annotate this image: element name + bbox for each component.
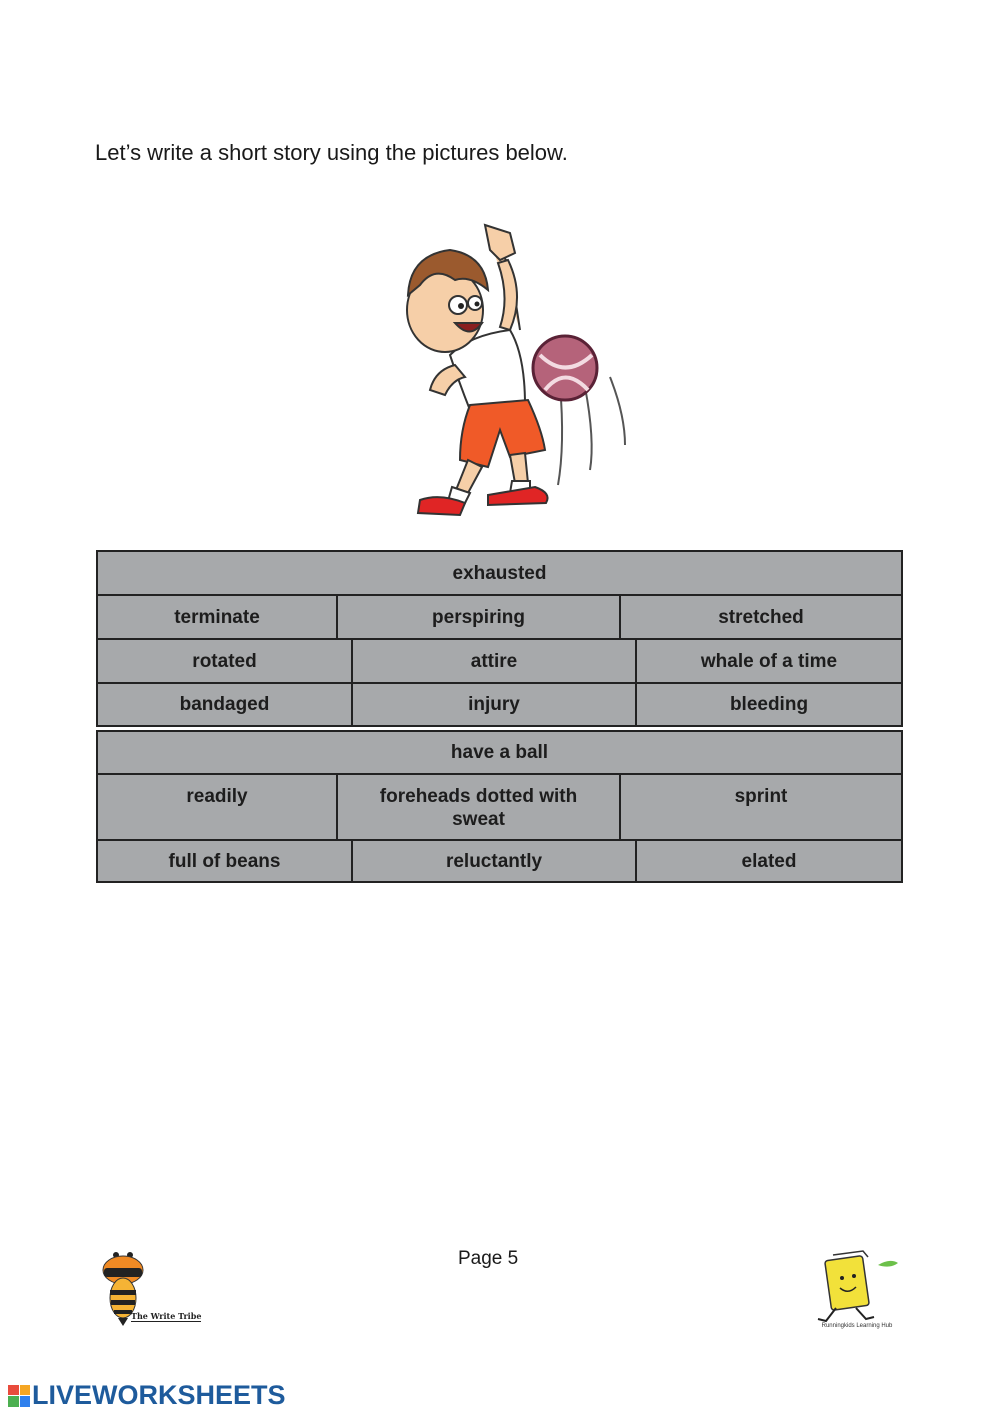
table2-cell: full of beans xyxy=(168,850,281,872)
left-logo-label: The Write Tribe xyxy=(131,1311,202,1321)
table1-cell: whale of a time xyxy=(635,640,901,682)
table1-cell: bandaged xyxy=(179,694,270,715)
liveworksheets-logo-icon xyxy=(8,1385,30,1407)
vocabulary-table-2 xyxy=(96,730,903,883)
table2-cell: elated xyxy=(635,841,901,881)
table1-cell: injury xyxy=(351,684,635,725)
table1-cell: rotated xyxy=(192,650,257,672)
instruction-text: Let’s write a short story using the pictures below. xyxy=(95,140,568,165)
liveworksheets-wordmark: LIVEWORKSHEETS xyxy=(32,1380,286,1410)
table2-header: have a ball xyxy=(450,742,549,763)
vocabulary-table-1 xyxy=(96,550,903,727)
table1-header: exhausted xyxy=(452,562,547,584)
table1-cell: attire xyxy=(351,640,635,682)
table1-cell: terminate xyxy=(174,606,260,628)
page-number: Page 5 xyxy=(458,1248,519,1269)
table1-cell: perspiring xyxy=(336,596,619,638)
table2-cell: readily xyxy=(186,786,248,807)
table1-cell: bleeding xyxy=(635,684,901,725)
table1-cell: stretched xyxy=(619,596,901,638)
liveworksheets-brand xyxy=(8,1380,286,1411)
right-logo-label: Runningkids Learning Hub xyxy=(821,1323,893,1329)
table2-cell: reluctantly xyxy=(351,841,635,881)
table2-cell: foreheads dotted with sweat xyxy=(336,775,619,839)
boy-playing-ball-illustration xyxy=(360,205,680,525)
table2-cell: sprint xyxy=(619,775,901,839)
